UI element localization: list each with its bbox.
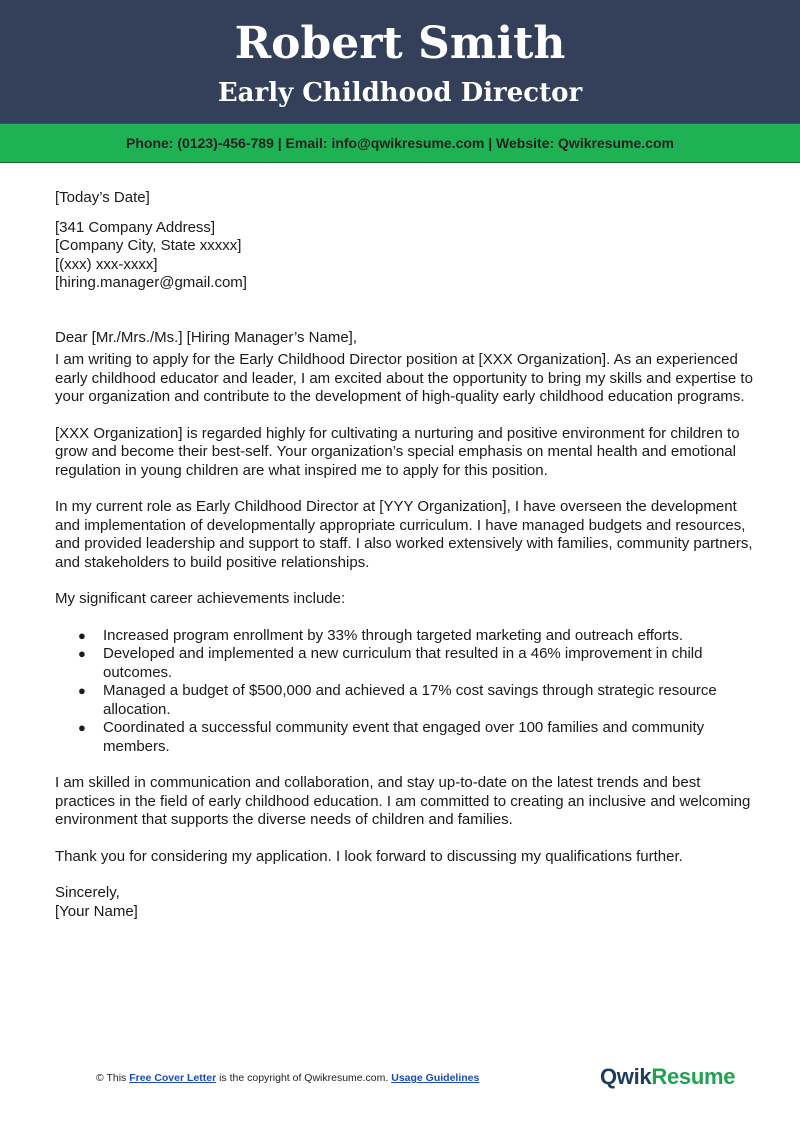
- achievements-list: [55, 627, 755, 757]
- achievement-item: ● Developed and implemented a new curriculum that resulted in a 46% improvement in child outcomes.: [103, 645, 755, 682]
- body-paragraph: In my current role as Early Childhood Director at [YYY Organization], I have overseen the development and implementation of developmentally appropriate curriculum. I have managed budgets and resources, and provided leadership and support to staff. I also worked extensively with families, community partners, and stakeholders to build positive relationships.: [55, 498, 753, 571]
- letter-date: [Today’s Date]: [55, 189, 150, 206]
- address-line: [Company City, State xxxxx]: [55, 237, 242, 254]
- applicant-name: Robert Smith: [234, 18, 566, 69]
- logo-part-qwik: Qwik: [600, 1064, 652, 1089]
- salutation: Dear [Mr./Mrs./Ms.] [Hiring Manager’s Name],: [55, 328, 358, 346]
- recipient-address: [55, 219, 755, 293]
- applicant-job-title: Early Childhood Director: [217, 78, 583, 108]
- usage-guidelines-link[interactable]: Usage Guidelines: [391, 1072, 480, 1084]
- logo-part-resume: Resume: [651, 1064, 736, 1089]
- address-line: [(xxx) xxx-xxxx]: [55, 255, 158, 273]
- body-paragraph: [XXX Organization] is regarded highly for cultivating a nurturing and positive environment for children to grow and become their best-self. Your organization’s special emphasis on mental health and emotional regulation in young children are what inspired me to apply for this position.: [55, 424, 740, 479]
- contact-bar: Phone: (0123)-456-789 | Email: info@qwikresume.com | Website: Qwikresume.com: [0, 123, 800, 163]
- address-line: [341 Company Address]: [55, 218, 216, 236]
- copyright-middle: is the copyright of Qwikresume.com.: [216, 1072, 392, 1084]
- letter-body: [55, 189, 755, 921]
- achievement-item: ● Managed a budget of $500,000 and achieved a 17% cost savings through strategic resource allocation.: [103, 682, 755, 719]
- achievement-item: ● Increased program enrollment by 33% through targeted marketing and outreach efforts.: [103, 627, 755, 646]
- copyright-note: [96, 1072, 479, 1084]
- letter-header: [0, 0, 800, 123]
- achievement-item: ● Coordinated a successful community event that engaged over 100 families and community members.: [103, 719, 755, 756]
- closing-paragraph: I am skilled in communication and collaboration, and stay up-to-date on the latest trends and best practices in the field of early childhood education. I am committed to creating an inclusive and welcoming environment that supports the diverse needs of children and families.: [55, 774, 751, 828]
- sign-off: Sincerely,: [55, 884, 120, 901]
- qwikresume-logo: [600, 1064, 735, 1090]
- body-paragraph: I am writing to apply for the Early Childhood Director position at [XXX Organization]. As an experienced early childhood educator and leader, I am excited about the opportunity to bring my skills and expertise to your organization and contribute to the development of high-quality early childhood education programs.: [55, 351, 753, 405]
- signature: [Your Name]: [55, 902, 138, 920]
- free-cover-letter-link[interactable]: Free Cover Letter: [129, 1072, 217, 1084]
- achievements-intro: My significant career achievements include:: [55, 590, 346, 607]
- address-line: [hiring.manager@gmail.com]: [55, 274, 247, 291]
- copyright-prefix: © This: [96, 1072, 130, 1084]
- thanks-line: Thank you for considering my application. I look forward to discussing my qualifications further.: [55, 847, 683, 865]
